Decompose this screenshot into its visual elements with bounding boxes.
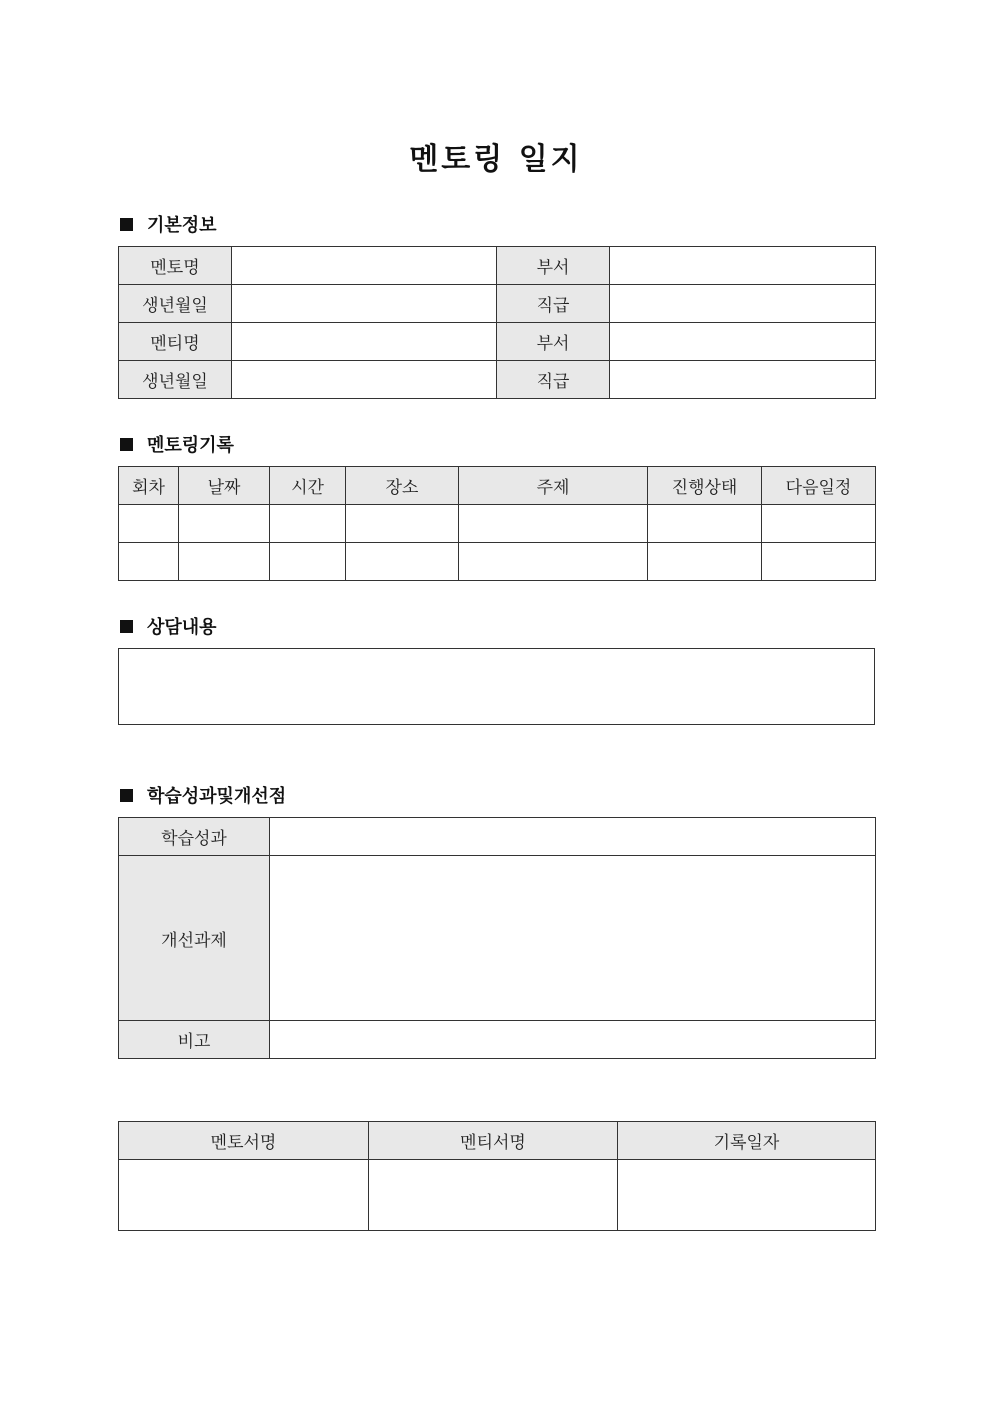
table-row (119, 285, 876, 323)
time-cell[interactable] (270, 505, 346, 543)
date-cell[interactable] (179, 505, 270, 543)
section-heading-outcome (118, 783, 286, 807)
bullet-square-icon (120, 218, 133, 231)
mentee-signature-label: 멘티서명 (369, 1122, 618, 1160)
mentee-name-label: 멘티명 (119, 323, 232, 361)
record-date-label: 기록일자 (618, 1122, 876, 1160)
header-next-schedule: 다음일정 (762, 467, 876, 505)
page-title: 멘토링 일지 (409, 142, 583, 177)
status-cell[interactable] (648, 543, 762, 581)
header-time: 시간 (270, 467, 346, 505)
counsel-table (118, 648, 875, 725)
mentee-birth-field[interactable] (232, 361, 497, 399)
mentor-dept-label: 부서 (497, 247, 610, 285)
header-session: 회차 (119, 467, 179, 505)
record-date-field[interactable] (618, 1160, 876, 1231)
outcome-table (118, 817, 876, 1059)
header-topic: 주제 (459, 467, 648, 505)
learning-outcome-label: 학습성과 (119, 818, 270, 856)
header-place: 장소 (346, 467, 459, 505)
improvement-task-field[interactable] (270, 856, 876, 1021)
basic-info-table (118, 246, 876, 399)
session-cell[interactable] (119, 505, 179, 543)
table-row (119, 543, 876, 581)
table-row (119, 1160, 876, 1231)
session-cell[interactable] (119, 543, 179, 581)
table-row (119, 649, 875, 725)
mentor-birth-field[interactable] (232, 285, 497, 323)
improvement-task-label: 개선과제 (119, 856, 270, 1021)
mentee-dept-field[interactable] (610, 323, 876, 361)
mentoring-record-table (118, 466, 876, 581)
place-cell[interactable] (346, 543, 459, 581)
time-cell[interactable] (270, 543, 346, 581)
bullet-square-icon (120, 789, 133, 802)
table-row (119, 361, 876, 399)
section-label: 기본정보 (147, 215, 217, 236)
signature-table (118, 1121, 876, 1231)
date-cell[interactable] (179, 543, 270, 581)
mentee-rank-label: 직급 (497, 361, 610, 399)
mentee-rank-field[interactable] (610, 361, 876, 399)
table-row (119, 323, 876, 361)
mentor-name-field[interactable] (232, 247, 497, 285)
mentor-birth-label: 생년월일 (119, 285, 232, 323)
mentor-rank-field[interactable] (610, 285, 876, 323)
table-row (119, 505, 876, 543)
section-heading-record (118, 432, 234, 456)
next-schedule-cell[interactable] (762, 505, 876, 543)
mentee-signature-field[interactable] (369, 1160, 618, 1231)
learning-outcome-field[interactable] (270, 818, 876, 856)
mentee-birth-label: 생년월일 (119, 361, 232, 399)
table-header-row (119, 1122, 876, 1160)
mentor-rank-label: 직급 (497, 285, 610, 323)
table-row (119, 856, 876, 1021)
mentor-signature-label: 멘토서명 (119, 1122, 369, 1160)
mentor-name-label: 멘토명 (119, 247, 232, 285)
counsel-content-field[interactable] (119, 649, 875, 725)
section-label: 상담내용 (147, 617, 217, 638)
header-date: 날짜 (179, 467, 270, 505)
section-heading-counsel (118, 614, 217, 638)
status-cell[interactable] (648, 505, 762, 543)
next-schedule-cell[interactable] (762, 543, 876, 581)
mentee-dept-label: 부서 (497, 323, 610, 361)
mentor-signature-field[interactable] (119, 1160, 369, 1231)
table-row (119, 1021, 876, 1059)
topic-cell[interactable] (459, 505, 648, 543)
table-header-row (119, 467, 876, 505)
table-row (119, 818, 876, 856)
bullet-square-icon (120, 620, 133, 633)
mentor-dept-field[interactable] (610, 247, 876, 285)
table-row (119, 247, 876, 285)
header-status: 진행상태 (648, 467, 762, 505)
bullet-square-icon (120, 438, 133, 451)
topic-cell[interactable] (459, 543, 648, 581)
mentee-name-field[interactable] (232, 323, 497, 361)
section-heading-basic (118, 212, 217, 236)
section-label: 멘토링기록 (147, 435, 234, 456)
remarks-field[interactable] (270, 1021, 876, 1059)
place-cell[interactable] (346, 505, 459, 543)
remarks-label: 비고 (119, 1021, 270, 1059)
section-label: 학습성과및개선점 (147, 786, 287, 807)
